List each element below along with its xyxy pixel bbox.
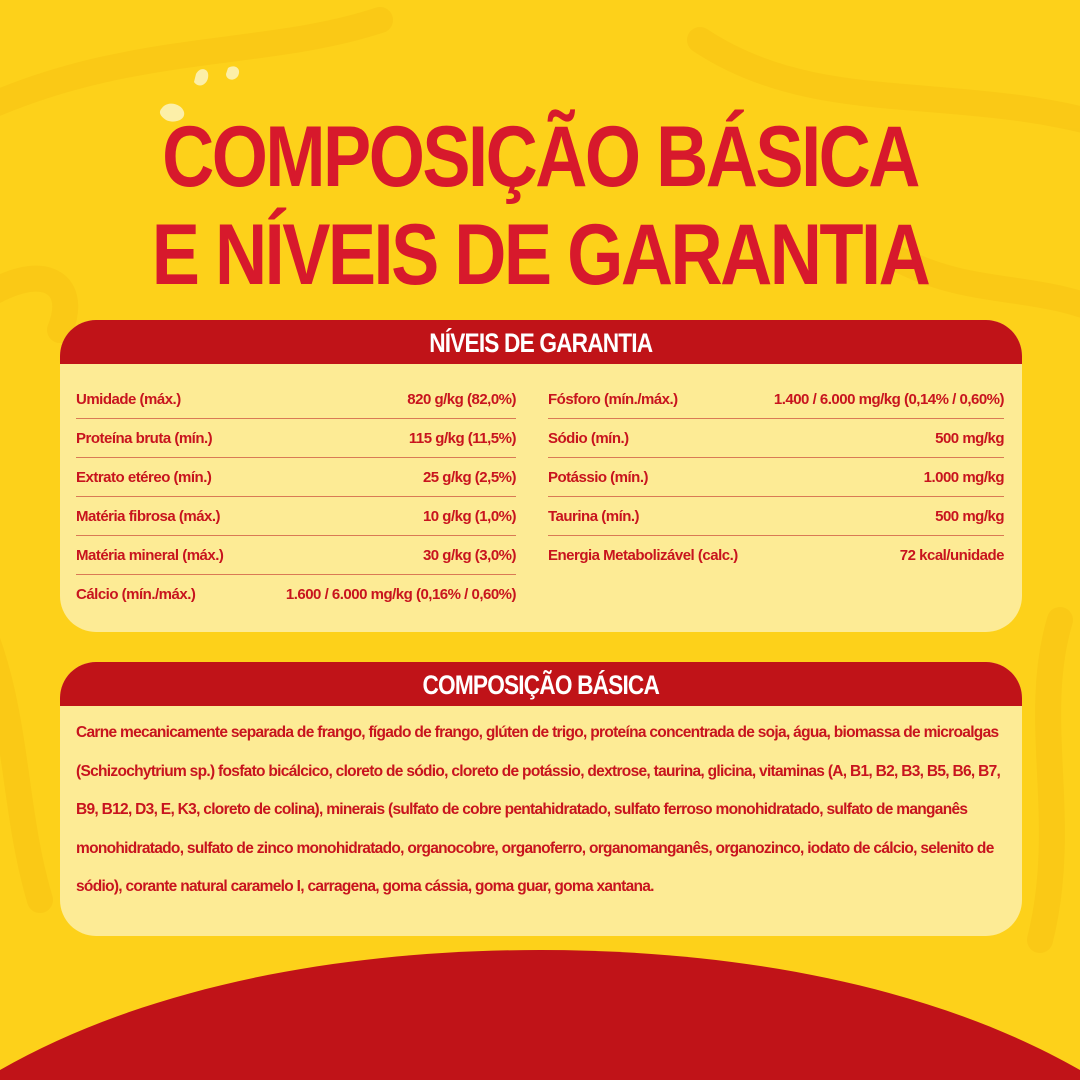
nutrient-label: Matéria fibrosa (máx.) bbox=[76, 507, 221, 525]
page-title bbox=[86, 108, 993, 304]
nutrient-value: 72 kcal/unidade bbox=[899, 546, 1004, 564]
guarantee-row bbox=[548, 497, 1004, 536]
ingredients-text: Carne mecanicamente separada de frango, fígado de frango, glúten de trigo, proteína concentrada de soja, água, biomassa de microalgas (Schizochytrium sp.) fosfato bicálcico, cloreto de sódio, cloreto de potássio, dextrose, taurina, glicina, vitaminas (A, B1, B2, B3, B5, B6, B7, B9, B12, D3, E, K3, cloreto de colina), minerais (sulfato de cobre pentahidratado, sulfato ferroso monohidratado, sulfato de manganês monohidratado, sulfato de zinco monohidratado, organocobre, organoferro, organomanganês, organozinco, iodato de cálcio, selenito de sódio), corante natural caramelo I, carragena, goma cássia, goma guar, goma xantana. bbox=[76, 724, 1001, 895]
guarantee-levels-title: NÍVEIS DE GARANTIA bbox=[429, 328, 653, 358]
guarantee-levels-panel bbox=[60, 320, 1022, 632]
nutrient-value: 1.000 mg/kg bbox=[923, 468, 1004, 486]
nutrient-label: Proteína bruta (mín.) bbox=[76, 429, 213, 447]
title-line-2: E NÍVEIS DE GARANTIA bbox=[151, 207, 929, 303]
guarantee-levels-header bbox=[60, 320, 1022, 364]
nutrient-label: Sódio (mín.) bbox=[548, 429, 629, 447]
title-line-1: COMPOSIÇÃO BÁSICA bbox=[162, 109, 918, 205]
guarantee-row bbox=[548, 536, 1004, 574]
nutrient-label: Fósforo (mín./máx.) bbox=[548, 390, 678, 408]
nutrient-value: 1.600 / 6.000 mg/kg (0,16% / 0,60%) bbox=[285, 585, 516, 603]
nutrient-label: Potássio (mín.) bbox=[548, 468, 649, 486]
guarantee-row bbox=[548, 380, 1004, 419]
guarantee-right-column bbox=[548, 380, 1004, 574]
guarantee-row bbox=[76, 536, 516, 575]
nutrient-value: 115 g/kg (11,5%) bbox=[408, 429, 516, 447]
guarantee-row bbox=[76, 458, 516, 497]
guarantee-left-column bbox=[76, 380, 516, 613]
nutrient-label: Taurina (mín.) bbox=[548, 507, 640, 525]
basic-composition-header bbox=[60, 662, 1022, 706]
nutrient-label: Extrato etéreo (mín.) bbox=[76, 468, 212, 486]
nutrient-label: Energia Metabolizável (calc.) bbox=[548, 546, 738, 564]
bottom-wave-decoration bbox=[0, 940, 1080, 1080]
nutrient-value: 10 g/kg (1,0%) bbox=[422, 507, 516, 525]
guarantee-row bbox=[76, 380, 516, 419]
nutrient-value: 30 g/kg (3,0%) bbox=[422, 546, 516, 564]
basic-composition-panel bbox=[60, 662, 1022, 936]
guarantee-row bbox=[76, 419, 516, 458]
nutrient-value: 1.400 / 6.000 mg/kg (0,14% / 0,60%) bbox=[773, 390, 1004, 408]
guarantee-row bbox=[548, 458, 1004, 497]
guarantee-row bbox=[76, 497, 516, 536]
nutrient-value: 25 g/kg (2,5%) bbox=[422, 468, 516, 486]
basic-composition-title: COMPOSIÇÃO BÁSICA bbox=[422, 670, 660, 700]
guarantee-row bbox=[76, 575, 516, 613]
nutrient-value: 500 mg/kg bbox=[935, 507, 1004, 525]
nutrient-label: Cálcio (mín./máx.) bbox=[76, 585, 196, 603]
guarantee-row bbox=[548, 419, 1004, 458]
nutrient-value: 500 mg/kg bbox=[935, 429, 1004, 447]
nutrient-value: 820 g/kg (82,0%) bbox=[407, 390, 516, 408]
nutrient-label: Matéria mineral (máx.) bbox=[76, 546, 224, 564]
nutrient-label: Umidade (máx.) bbox=[76, 390, 181, 408]
